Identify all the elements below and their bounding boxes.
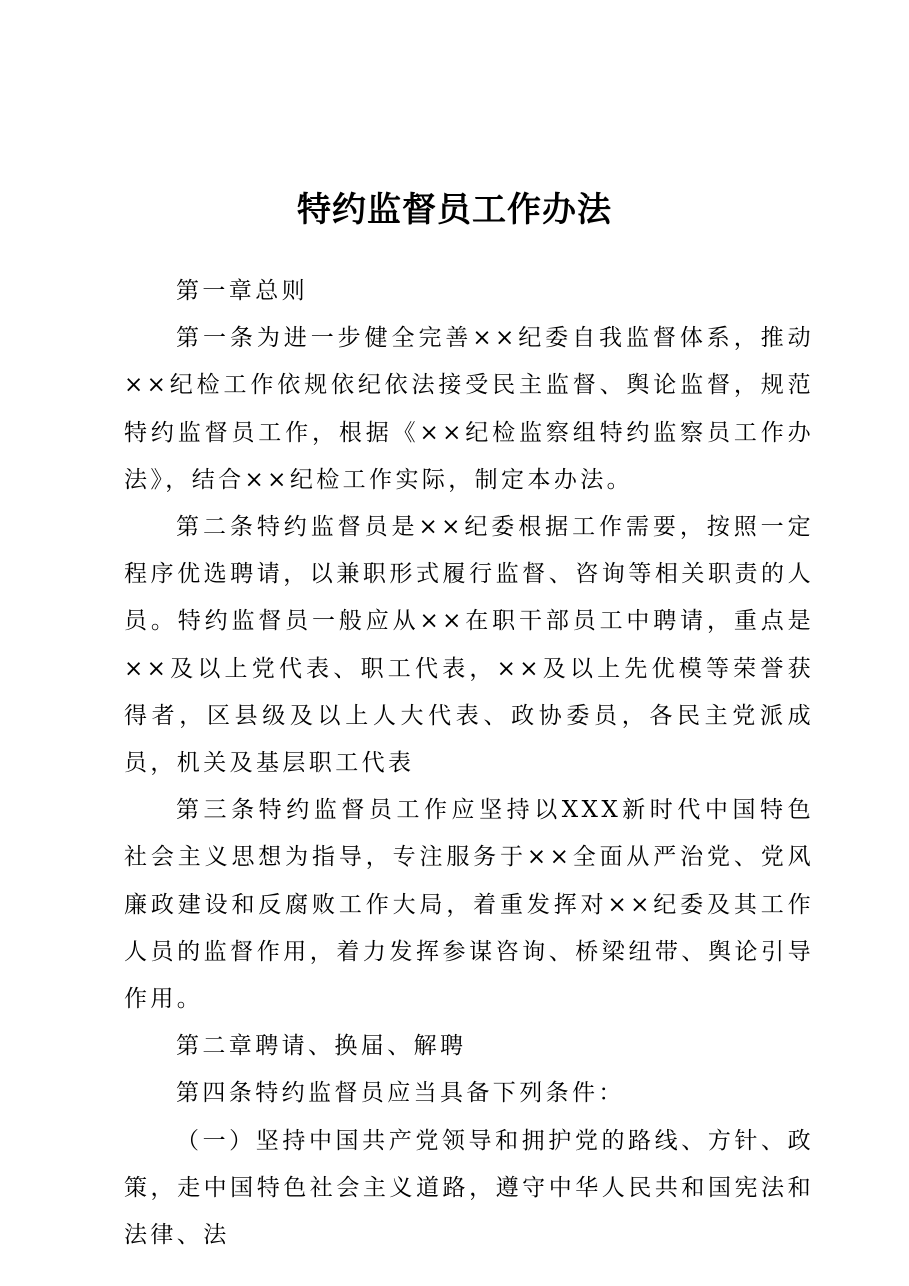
paragraph-chapter-1-heading: 第一章总则 <box>176 278 308 304</box>
paragraph-article-3: 第三条特约监督员工作应坚持以XXX新时代中国特色社会主义思想为指导，专注服务于××全面从严治党、党风廉政建设和反腐败工作大局，着重发挥对××纪委及其工作人员的监督作用，着力发挥参谋咨询、桥梁纽带、舆论引导作用。 <box>124 797 814 1013</box>
document-body <box>124 268 814 1259</box>
document-title: 特约监督员工作办法 <box>297 190 612 230</box>
paragraph-chapter-2-heading: 第二章聘请、换届、解聘 <box>176 1033 467 1060</box>
paragraph-article-4-item-1: （一）坚持中国共产党领导和拥护党的路线、方针、政策，走中国特色社会主义道路，遵守中华人民共和国宪法和法律、法 <box>124 1127 814 1249</box>
paragraph-article-1: 第一条为进一步健全完善××纪委自我监督体系，推动××纪检工作依规依纪依法接受民主监督、舆论监督，规范特约监督员工作，根据《××纪检监察组特约监察员工作办法》，结合××纪检工作实际，制定本办法。 <box>124 325 814 493</box>
paragraph-article-4: 第四条特约监督员应当具备下列条件： <box>176 1080 625 1107</box>
paragraph-article-2: 第二条特约监督员是××纪委根据工作需要，按照一定程序优选聘请，以兼职形式履行监督、咨询等相关职责的人员。特约监督员一般应从××在职干部员工中聘请，重点是××及以上党代表、职工代表，××及以上先优模等荣誉获得者，区县级及以上人大代表、政协委员，各民主党派成员，机关及基层职工代表 <box>124 514 814 777</box>
